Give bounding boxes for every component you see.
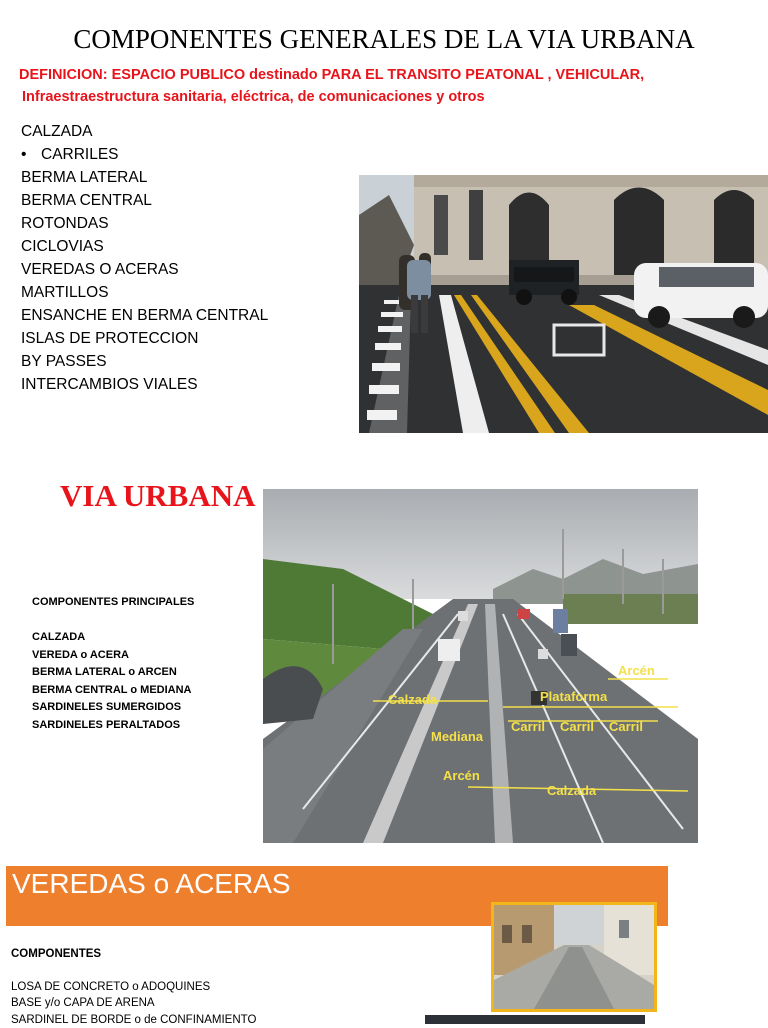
label-carril-1: Carril xyxy=(511,719,545,734)
label-arcen-bottom: Arcén xyxy=(443,768,480,783)
list-item: VEREDAS O ACERAS xyxy=(21,258,268,281)
list-item: BERMA CENTRAL xyxy=(21,189,268,212)
list-item: CALZADA xyxy=(32,629,194,647)
components-list xyxy=(21,120,268,396)
highway-photo-art xyxy=(263,489,698,843)
list-item: CALZADA xyxy=(21,120,268,143)
list-item: ROTONDAS xyxy=(21,212,268,235)
list-item: ENSANCHE EN BERMA CENTRAL xyxy=(21,304,268,327)
sidewalk-photo xyxy=(491,902,657,1012)
list-item: SARDINELES SUMERGIDOS xyxy=(32,699,194,717)
label-calzada-left: Calzada xyxy=(388,692,438,707)
list-item: SARDINEL DE BORDE o de CONFINAMIENTO xyxy=(11,1012,256,1028)
page-title: COMPONENTES GENERALES DE LA VIA URBANA xyxy=(0,24,768,55)
label-calzada-bottom: Calzada xyxy=(547,783,597,798)
street-photo xyxy=(359,175,768,433)
list-item: VEREDA o ACERA xyxy=(32,647,194,665)
definition-line-1: DEFINICION: ESPACIO PUBLICO destinado PARA EL TRANSITO PEATONAL , VEHICULAR, xyxy=(19,67,644,83)
list-heading: COMPONENTES PRINCIPALES xyxy=(32,594,194,612)
list-item: BERMA LATERAL o ARCEN xyxy=(32,664,194,682)
label-plataforma: Plataforma xyxy=(540,689,608,704)
list-item: SARDINELES PERALTADOS xyxy=(32,717,194,735)
list-item: MARTILLOS xyxy=(21,281,268,304)
list-item-bulleted: • CARRILES xyxy=(21,143,268,166)
list-heading: COMPONENTES xyxy=(11,946,256,963)
sidewalk-photo-art xyxy=(494,905,654,1009)
list-item: LOSA DE CONCRETO o ADOQUINES xyxy=(11,979,256,996)
list-item: BERMA LATERAL xyxy=(21,166,268,189)
label-mediana: Mediana xyxy=(431,729,484,744)
sidewalk-photo-2 xyxy=(425,1015,645,1024)
sidewalk-components-list xyxy=(11,946,256,1028)
highway-photo xyxy=(263,489,698,843)
list-item: CICLOVIAS xyxy=(21,235,268,258)
definition-line-2: Infraestraestructura sanitaria, eléctrica, de comunicaciones y otros xyxy=(22,89,485,105)
via-urbana-title: VIA URBANA xyxy=(60,478,256,514)
label-carril-2: Carril xyxy=(560,719,594,734)
street-photo-art xyxy=(359,175,768,433)
list-item: BASE y/o CAPA DE ARENA xyxy=(11,995,256,1012)
bullet-icon: • xyxy=(21,143,41,166)
principal-components-list xyxy=(32,594,194,734)
label-arcen-top: Arcén xyxy=(618,663,655,678)
banner-title: VEREDAS o ACERAS xyxy=(12,868,291,900)
list-item: BERMA CENTRAL o MEDIANA xyxy=(32,682,194,700)
list-item: BY PASSES xyxy=(21,350,268,373)
label-carril-3: Carril xyxy=(609,719,643,734)
list-item: ISLAS DE PROTECCION xyxy=(21,327,268,350)
list-item: INTERCAMBIOS VIALES xyxy=(21,373,268,396)
